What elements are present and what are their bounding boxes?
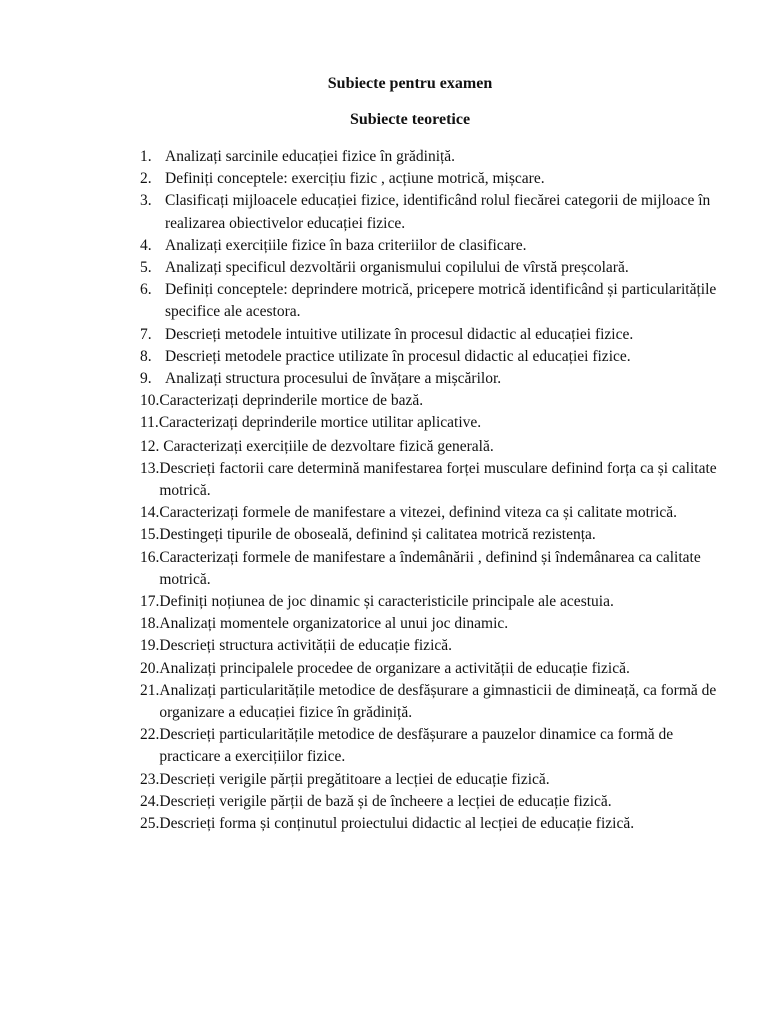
list-item <box>140 791 720 813</box>
item-text: Definiți conceptele: deprindere motrică, pricepere motrică identificând și particularitățile specifice ale acestora. <box>165 281 717 321</box>
list-item <box>140 168 720 190</box>
item-number: 22. <box>140 726 160 744</box>
list-item <box>140 502 720 524</box>
item-number: 21. <box>140 681 160 699</box>
item-number: 5. <box>140 259 152 277</box>
item-text: Analizați specificul dezvoltării organismului copilului de vîrstă preșcolară. <box>165 259 629 277</box>
item-number: 2. <box>140 170 152 188</box>
item-text: Definiți noțiunea de joc dinamic și caracteristicile principale ale acestuia. <box>159 593 614 611</box>
list-item <box>140 346 720 368</box>
page-title: Subiecte pentru examen <box>327 75 493 92</box>
item-text: Descrieți structura activității de educație fizică. <box>159 637 453 655</box>
list-item <box>140 324 720 346</box>
list-item <box>140 190 720 234</box>
item-number: 16. <box>140 548 160 566</box>
question-list <box>140 146 720 835</box>
item-text: Descrieți metodele intuitive utilizate în procesul didactic al educației fizice. <box>165 325 634 343</box>
list-item <box>140 235 720 257</box>
item-number: 14. <box>140 504 160 522</box>
item-text: Destingeți tipurile de oboseală, definind și calitatea motrică rezistența. <box>159 526 596 544</box>
item-text: Analizați momentele organizatorice al unui joc dinamic. <box>159 615 509 633</box>
list-item <box>140 524 720 546</box>
item-text: Caracterizați deprinderile mortice utilitar aplicative. <box>158 414 482 432</box>
item-text: Caracterizați formele de manifestare a vitezei, definind viteza ca și calitate motrică. <box>159 504 678 522</box>
item-text: Analizați sarcinile educației fizice în grădiniță. <box>165 148 456 165</box>
page-subtitle: Subiecte teoretice <box>349 111 471 128</box>
list-item <box>140 658 720 680</box>
list-item <box>140 635 720 657</box>
list-item <box>140 412 720 434</box>
item-number: 13. <box>140 459 160 477</box>
item-number: 10. <box>140 392 160 410</box>
item-text: Descrieți particularitățile metodice de desfășurare a pauzelor dinamice ca formă de practicare a exercițiilor fizice. <box>159 726 674 766</box>
list-item <box>140 769 720 791</box>
item-text: Descrieți verigile părții pregătitoare a lecției de educație fizică. <box>159 770 550 788</box>
list-item <box>140 368 720 390</box>
item-text: Analizați particularitățile metodice de desfășurare a gimnasticii de dimineață, ca formă de organizare a educației fizice în grădiniță. <box>159 681 717 722</box>
item-text: Descrieți forma și conținutul proiectului didactic al lecției de educație fizică. <box>159 815 635 833</box>
item-number: 11. <box>140 414 159 432</box>
item-text: Caracterizați deprinderile mortice de bază. <box>159 392 424 410</box>
list-item <box>140 458 720 502</box>
item-number: 6. <box>140 281 152 299</box>
list-item <box>140 680 720 724</box>
item-number: 15. <box>140 526 160 544</box>
list-item <box>140 390 720 412</box>
item-number: 8. <box>140 347 152 365</box>
item-number: 17. <box>140 593 160 611</box>
item-number: 9. <box>140 370 152 388</box>
list-item <box>140 547 720 591</box>
item-text: Descrieți verigile părții de bază și de încheere a lecției de educație fizică. <box>159 792 612 810</box>
list-item <box>140 279 720 323</box>
item-text: Descrieți metodele practice utilizate în procesul didactic al educației fizice. <box>165 347 631 365</box>
item-number: 4. <box>140 236 152 254</box>
item-number: 20. <box>140 659 160 677</box>
item-number: 25. <box>140 815 160 833</box>
item-number: 1. <box>140 148 152 165</box>
item-text: Clasificați mijloacele educației fizice, identificând rolul fiecărei categorii de mijloace în realizarea obiectivelor educației fizice. <box>165 192 711 232</box>
list-item <box>140 591 720 613</box>
list-item <box>140 257 720 279</box>
item-text: Caracterizați formele de manifestare a îndemânării , definind și îndemânarea ca calitate motrică. <box>159 548 701 588</box>
item-text: Caracterizați exercițiile de dezvoltare fizică generală. <box>159 437 494 455</box>
item-number: 12. <box>140 437 160 455</box>
list-item <box>140 813 720 835</box>
item-text: Analizați structura procesului de învățare a mișcărilor. <box>165 370 502 388</box>
list-item <box>140 613 720 635</box>
list-item <box>140 146 720 168</box>
item-text: Definiți conceptele: exercițiu fizic , acțiune motrică, mișcare. <box>165 170 545 188</box>
list-item <box>140 724 720 768</box>
item-number: 3. <box>140 192 152 210</box>
item-text: Analizați principalele procedee de organizare a activității de educație fizică. <box>159 659 630 677</box>
item-number: 7. <box>140 325 152 343</box>
item-number: 24. <box>140 792 160 810</box>
item-text: Descrieți factorii care determină manifestarea forței musculare definind forța ca și calitate motrică. <box>159 459 717 500</box>
item-number: 19. <box>140 637 160 655</box>
item-number: 23. <box>140 770 160 788</box>
item-number: 18. <box>140 615 160 633</box>
item-text: Analizați exercițiile fizice în baza criteriilor de clasificare. <box>165 236 527 254</box>
list-item <box>140 436 720 458</box>
